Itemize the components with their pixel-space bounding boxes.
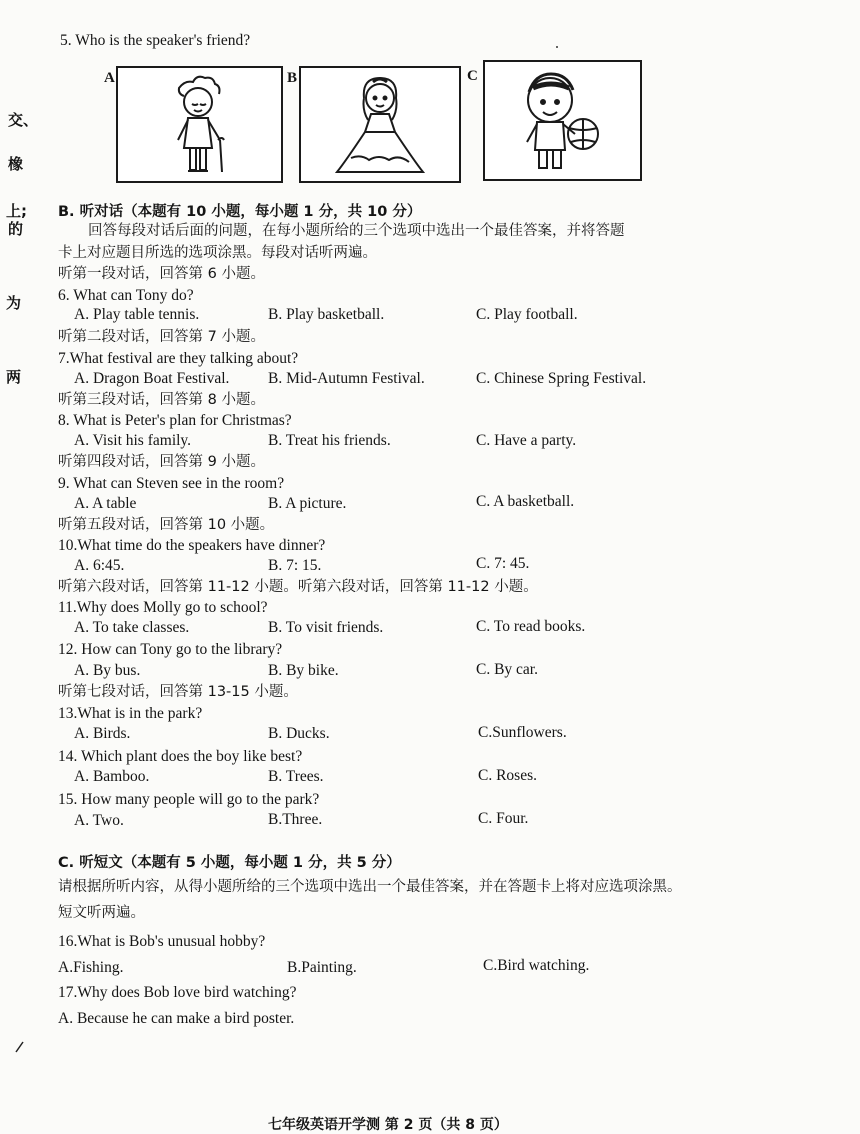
- margin-char: 两: [6, 368, 22, 386]
- option-c: C. By car.: [476, 661, 538, 678]
- option-a: A.Fishing.: [58, 959, 124, 976]
- option-b: B.Three.: [268, 811, 323, 828]
- question-10: 10.What time do the speakers have dinner?: [58, 537, 326, 554]
- option-b: B.Painting.: [287, 959, 357, 976]
- option-label-a: A: [104, 70, 115, 86]
- speck: [556, 46, 558, 48]
- option-c: C. Play football.: [476, 306, 578, 323]
- option-label-c: C: [467, 68, 478, 84]
- option-a: A. Because he can make a bird poster.: [58, 1010, 295, 1027]
- girl-icon: [301, 68, 459, 181]
- option-a: A. To take classes.: [74, 619, 190, 636]
- dialog-note: 听第四段对话，回答第 9 小题。: [58, 454, 265, 470]
- option-a: A. By bus.: [74, 662, 141, 679]
- question-7: 7.What festival are they talking about?: [58, 350, 299, 367]
- dialog-note: 听第五段对话，回答第 10 小题。: [58, 517, 275, 533]
- dialog-note: 听第六段对话，回答第 11-12 小题。听第六段对话，回答第 11-12 小题。: [58, 579, 538, 595]
- question-16: 16.What is Bob's unusual hobby?: [58, 933, 266, 950]
- question-14: 14. Which plant does the boy like best?: [58, 748, 303, 765]
- option-c: C.Sunflowers.: [478, 724, 567, 741]
- question-11: 11.Why does Molly go to school?: [58, 599, 268, 616]
- question-9: 9. What can Steven see in the room?: [58, 475, 285, 492]
- option-c: C. Have a party.: [476, 432, 577, 449]
- boy-icon: [485, 62, 640, 179]
- pencil-mark-icon: [14, 1040, 26, 1054]
- question-13: 13.What is in the park?: [58, 705, 203, 722]
- option-a: A. Bamboo.: [74, 768, 150, 785]
- option-b: B. A picture.: [268, 495, 347, 512]
- option-b: B. Trees.: [268, 768, 324, 785]
- margin-char: 为: [6, 294, 22, 312]
- option-b: B. Treat his friends.: [268, 432, 391, 449]
- option-b: B. Mid-Autumn Festival.: [268, 370, 425, 387]
- page-footer: 七年级英语开学测 第 2 页（共 8 页）: [268, 1117, 508, 1133]
- section-b-instruction: 回答每段对话后面的问题，在每小题所给的三个选项中选出一个最佳答案，并将答题: [88, 223, 625, 239]
- margin-char: 的: [8, 220, 24, 238]
- option-b: B. Ducks.: [268, 725, 330, 742]
- option-c: C. 7: 45.: [476, 555, 530, 572]
- section-b-heading: B. 听对话（本题有 10 小题，每小题 1 分，共 10 分）: [58, 204, 422, 220]
- question-15: 15. How many people will go to the park?: [58, 791, 320, 808]
- dialog-note: 听第二段对话，回答第 7 小题。: [58, 329, 265, 345]
- option-a: A. Visit his family.: [74, 432, 192, 449]
- question-17: 17.Why does Bob love bird watching?: [58, 984, 297, 1001]
- section-c-instruction: 短文听两遍。: [58, 905, 145, 921]
- option-c: C. Roses.: [478, 767, 537, 784]
- option-c: C. Chinese Spring Festival.: [476, 370, 647, 387]
- option-a: A. A table: [74, 495, 137, 512]
- dialog-note: 听第七段对话，回答第 13-15 小题。: [58, 684, 298, 700]
- question-6: 6. What can Tony do?: [58, 287, 194, 304]
- option-c: C. To read books.: [476, 618, 586, 635]
- section-c-heading: C. 听短文（本题有 5 小题，每小题 1 分，共 5 分）: [58, 855, 401, 871]
- option-b: B. By bike.: [268, 662, 339, 679]
- option-b: B. To visit friends.: [268, 619, 384, 636]
- margin-char: 上;: [6, 202, 27, 220]
- picture-boy: [483, 60, 642, 181]
- option-a: A. Birds.: [74, 725, 131, 742]
- question-5: 5. Who is the speaker's friend?: [60, 32, 251, 49]
- option-a: A. 6:45.: [74, 557, 125, 574]
- picture-girl: [299, 66, 461, 183]
- option-c: C. A basketball.: [476, 493, 575, 510]
- option-a: A. Play table tennis.: [74, 306, 200, 323]
- option-a: A. Two.: [74, 812, 124, 829]
- margin-char: 交、: [8, 111, 39, 129]
- margin-char: 橡: [8, 155, 24, 173]
- option-c: C. Four.: [478, 810, 529, 827]
- option-c: C.Bird watching.: [483, 957, 590, 974]
- section-b-instruction: 卡上对应题目所选的选项涂黑。每段对话听两遍。: [58, 245, 377, 261]
- dialog-note: 听第一段对话，回答第 6 小题。: [58, 266, 265, 282]
- section-c-instruction: 请根据所听内容，从得小题所给的三个选项中选出一个最佳答案，并在答题卡上将对应选项涂黑。: [58, 879, 682, 895]
- option-b: B. Play basketball.: [268, 306, 385, 323]
- option-b: B. 7: 15.: [268, 557, 322, 574]
- question-12: 12. How can Tony go to the library?: [58, 641, 283, 658]
- old-man-icon: [118, 68, 281, 181]
- option-a: A. Dragon Boat Festival.: [74, 370, 230, 387]
- dialog-note: 听第三段对话，回答第 8 小题。: [58, 392, 265, 408]
- option-label-b: B: [287, 70, 298, 86]
- picture-old-man: [116, 66, 283, 183]
- question-8: 8. What is Peter's plan for Christmas?: [58, 412, 292, 429]
